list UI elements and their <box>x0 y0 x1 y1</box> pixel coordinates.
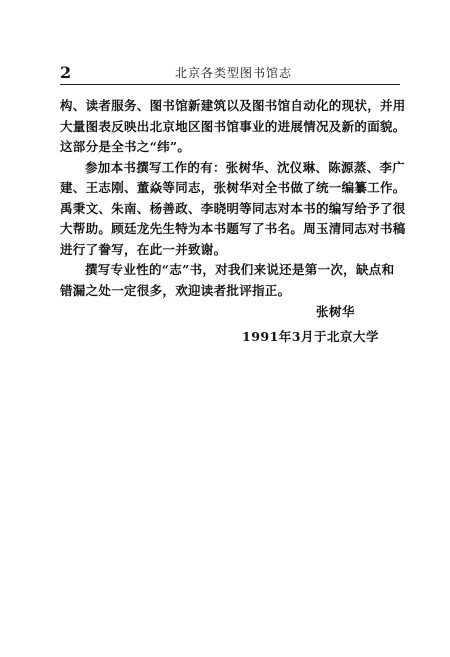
paragraph-1 <box>60 96 406 158</box>
page-header <box>60 64 400 86</box>
text-line: 大量图表反映出北京地区图书馆事业的进展情况及新的面貌。 <box>60 118 406 134</box>
author-signature: 张树华 <box>316 304 356 319</box>
text-line: 撰写专业性的“志”书，对我们来说还是第一次，缺点和 <box>85 262 395 277</box>
body-text <box>60 96 406 301</box>
paragraph-3 <box>60 260 398 301</box>
running-title: 北京各类型图书馆志 <box>175 66 293 80</box>
text-line: 构、读者服务、图书馆新建筑以及图书馆自动化的现状，并用 <box>60 98 406 113</box>
date-place-line: 1991年3月于北京大学 <box>242 329 379 344</box>
text-line: 错漏之处一定很多，欢迎读者批评指正。 <box>60 282 291 298</box>
text-line: 进行了誊写，在此一并致谢。 <box>60 241 227 257</box>
page-number: 2 <box>60 63 72 82</box>
text-line: 禹秉文、朱南、杨善政、李晓明等同志对本书的编写给予了很 <box>60 200 406 216</box>
text-line: 这部分是全书之“纬”。 <box>60 139 191 154</box>
text-line: 参加本书撰写工作的有：张树华、沈仪琳、陈源蒸、李广 <box>85 159 406 175</box>
text-line: 大帮助。顾廷龙先生特为本书题写了书名。周玉清同志对书稿 <box>60 221 406 236</box>
paragraph-2 <box>60 158 406 261</box>
text-line: 建、王志刚、董焱等同志，张树华对全书做了统一编纂工作。 <box>60 180 406 195</box>
header-rule <box>60 84 400 85</box>
